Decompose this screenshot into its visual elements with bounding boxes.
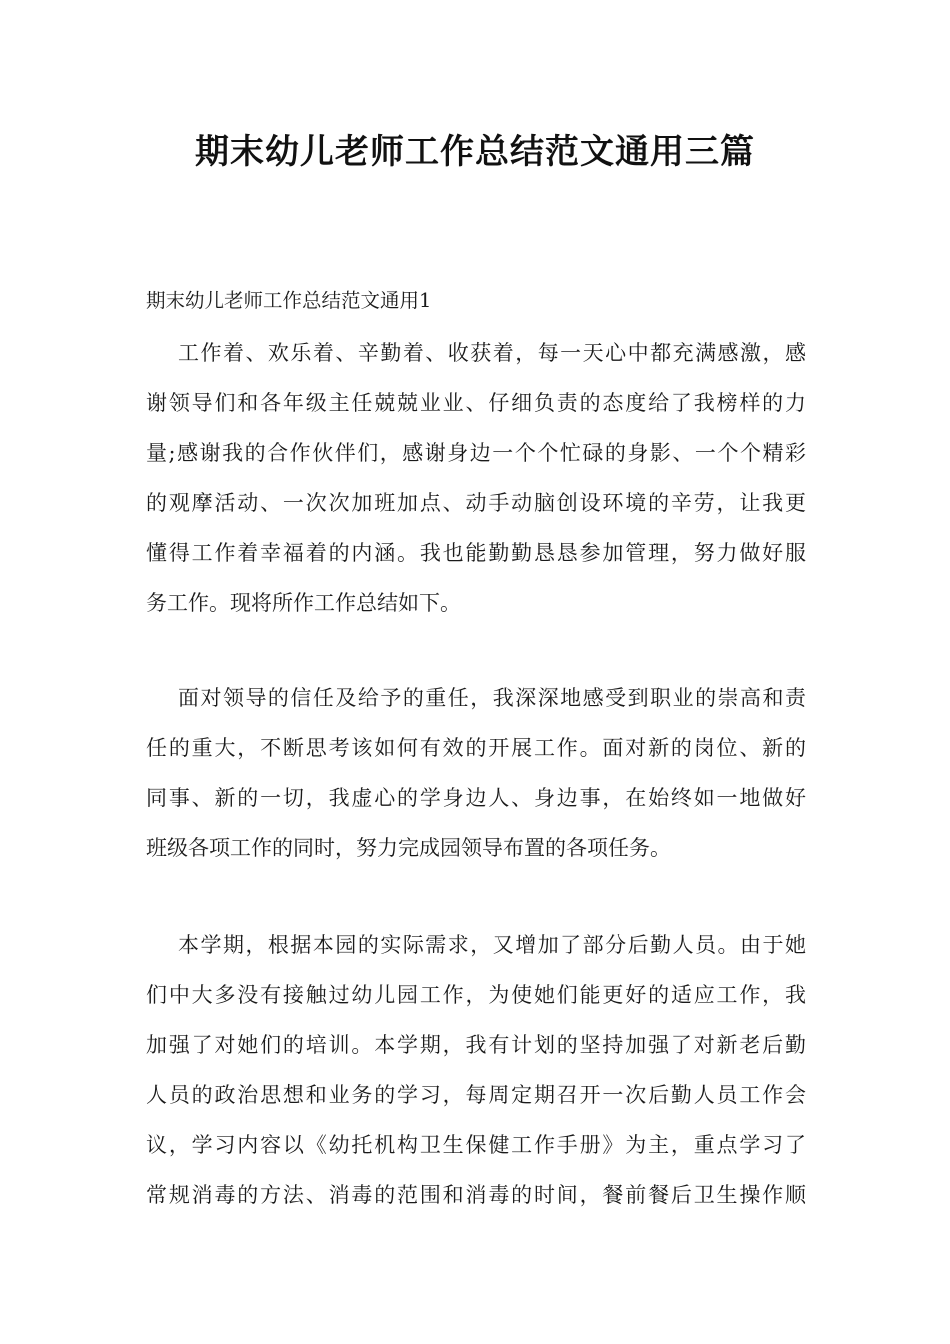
paragraph-line: 的观摩活动、一次次加班加点、动手动脑创设环境的辛劳，让我更 xyxy=(146,491,806,515)
paragraph-line: 面对领导的信任及给予的重任，我深深地感受到职业的崇高和责 xyxy=(178,686,806,710)
paragraph-line: 本学期，根据本园的实际需求，又增加了部分后勤人员。由于她 xyxy=(178,933,806,957)
paragraph-line: 人员的政治思想和业务的学习，每周定期召开一次后勤人员工作会 xyxy=(146,1083,806,1107)
paragraph xyxy=(146,920,806,1220)
section-heading: 期末幼儿老师工作总结范文通用1 xyxy=(146,289,432,312)
paragraph-line: 常规消毒的方法、消毒的范围和消毒的时间，餐前餐后卫生操作顺 xyxy=(146,1183,806,1207)
paragraph-line: 任的重大，不断思考该如何有效的开展工作。面对新的岗位、新的 xyxy=(146,736,806,760)
paragraph-line: 同事、新的一切，我虚心的学身边人、身边事，在始终如一地做好 xyxy=(146,786,806,810)
document-title: 期末幼儿老师工作总结范文通用三篇 xyxy=(195,132,755,172)
paragraph-line: 加强了对她们的培训。本学期，我有计划的坚持加强了对新老后勤 xyxy=(146,1033,806,1057)
paragraph-line: 谢领导们和各年级主任兢兢业业、仔细负责的态度给了我榜样的力 xyxy=(146,391,806,415)
paragraph-line: 量;感谢我的合作伙伴们，感谢身边一个个忙碌的身影、一个个精彩 xyxy=(146,441,806,465)
paragraph-line: 们中大多没有接触过幼儿园工作，为使她们能更好的适应工作，我 xyxy=(146,983,806,1007)
paragraph-line: 班级各项工作的同时，努力完成园领导布置的各项任务。 xyxy=(146,836,671,860)
paragraph-line: 懂得工作着幸福着的内涵。我也能勤勤恳恳参加管理，努力做好服 xyxy=(146,541,806,565)
paragraph-line: 工作着、欢乐着、辛勤着、收获着，每一天心中都充满感激，感 xyxy=(178,341,806,365)
paragraph-line: 议，学习内容以《幼托机构卫生保健工作手册》为主，重点学习了 xyxy=(146,1133,806,1157)
paragraph xyxy=(146,673,806,873)
paragraph xyxy=(146,328,806,628)
paragraph-line: 务工作。现将所作工作总结如下。 xyxy=(146,591,461,615)
